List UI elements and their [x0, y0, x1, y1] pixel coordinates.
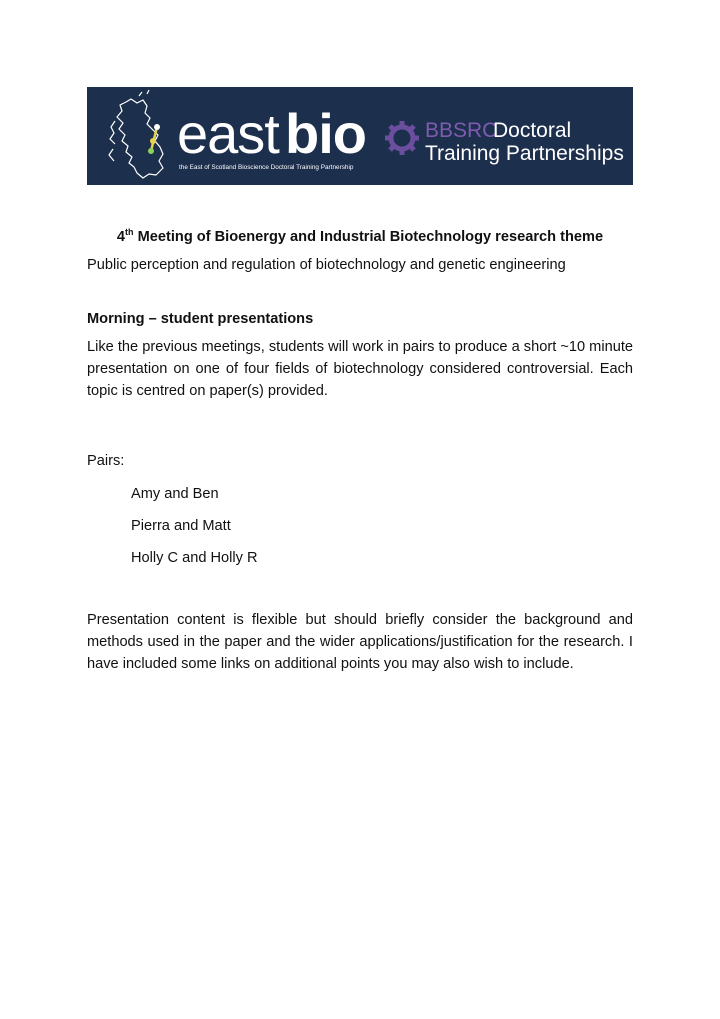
- intro-paragraph: Like the previous meetings, students will work in pairs to produce a short ~10 minute presentation on one of four fields of biotechnology considered controversial. Each topic is centred on paper(s) provided.: [87, 339, 633, 399]
- doctoral-text: Doctoral: [493, 119, 572, 142]
- pair-item: Amy and Ben: [131, 486, 219, 502]
- pair-item: Holly C and Holly R: [131, 550, 258, 566]
- training-partnerships-text: Training Partnerships: [425, 142, 624, 165]
- document-body: [87, 226, 633, 675]
- title-ordinal: 4: [116, 229, 126, 245]
- bbsrc-text: BBSRC: [425, 119, 498, 142]
- gear-icon: [385, 121, 419, 155]
- content-paragraph: Presentation content is flexible but should briefly consider the background and methods used in the paper and the wider applications/justification for the research. I have included some links on additional points you may also wish to include.: [87, 612, 633, 672]
- route-marker-icon: [148, 124, 160, 154]
- logo-bio-text: bio: [285, 102, 366, 165]
- title-ordinal-suffix: th: [125, 227, 134, 238]
- eastbio-banner: [87, 87, 633, 185]
- title-text: Meeting of Bioenergy and Industrial Biotechnology research theme: [133, 229, 604, 245]
- pairs-label: Pairs:: [87, 453, 125, 469]
- pair-item: Pierra and Matt: [131, 518, 231, 534]
- section-heading: Morning – student presentations: [87, 311, 314, 327]
- eastbio-logo: [87, 87, 633, 185]
- logo-tagline: the East of Scotland Bioscience Doctoral Training Partnership: [179, 164, 354, 171]
- logo-east-text: east: [177, 102, 279, 165]
- pairs-list: [87, 483, 633, 569]
- document-title: [87, 226, 633, 248]
- document-subtitle: Public perception and regulation of biotechnology and genetic engineering: [87, 257, 566, 273]
